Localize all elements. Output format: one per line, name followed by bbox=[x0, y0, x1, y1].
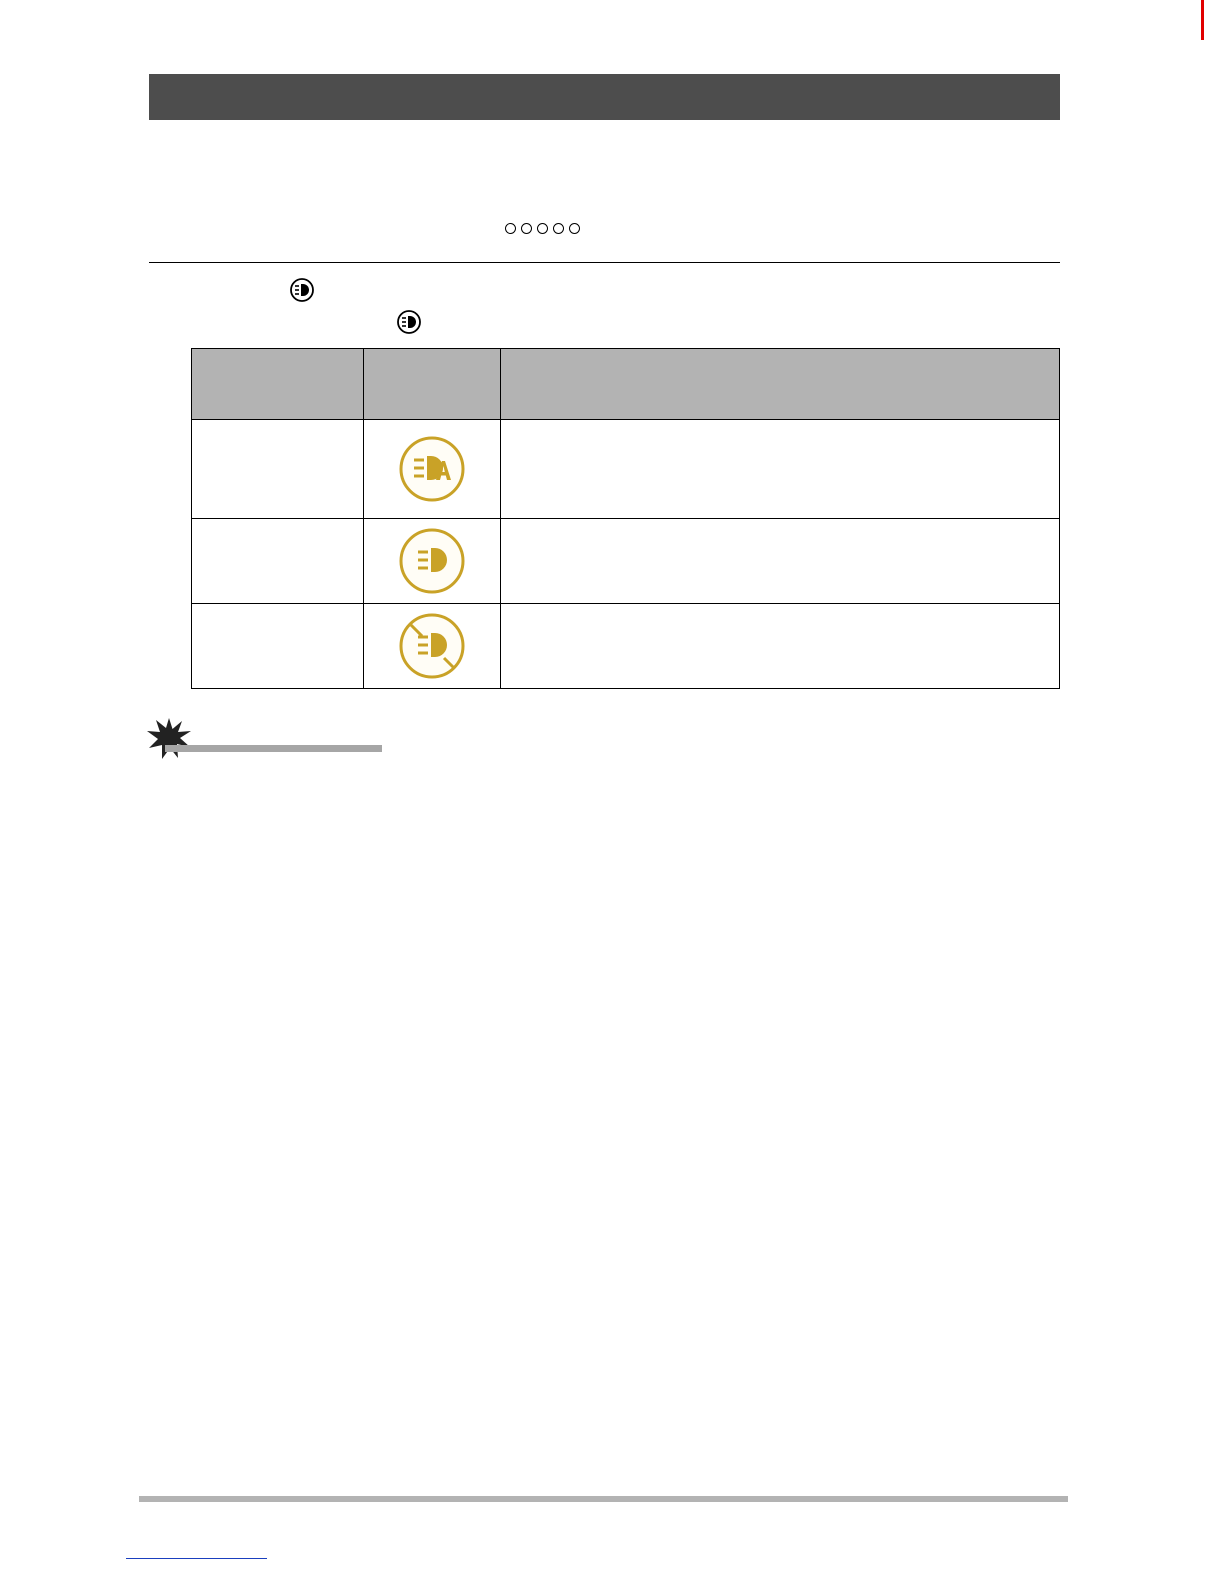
table-header-row bbox=[192, 349, 1060, 420]
icon-cell bbox=[363, 519, 500, 604]
table-row bbox=[192, 604, 1060, 689]
footer-rule bbox=[139, 1496, 1068, 1502]
description-cell bbox=[501, 519, 1060, 604]
important-note-bar bbox=[165, 745, 382, 752]
setting-cell bbox=[192, 604, 364, 689]
flash-button-icon bbox=[396, 309, 422, 335]
step-dot bbox=[521, 223, 532, 234]
setting-cell bbox=[192, 519, 364, 604]
description-cell bbox=[501, 420, 1060, 519]
procedure-dots bbox=[505, 223, 580, 234]
icon-cell bbox=[363, 420, 500, 519]
important-icon bbox=[146, 717, 192, 761]
flash-on-icon bbox=[398, 527, 466, 595]
page-edge-marker bbox=[1201, 0, 1204, 40]
header-cell-description bbox=[501, 349, 1060, 420]
section-divider bbox=[149, 262, 1060, 263]
setting-cell bbox=[192, 420, 364, 519]
table-row bbox=[192, 420, 1060, 519]
flash-settings-table bbox=[191, 348, 1060, 689]
description-cell bbox=[501, 604, 1060, 689]
step-dot bbox=[569, 223, 580, 234]
footer-link-underline[interactable] bbox=[126, 1558, 267, 1559]
step-dot bbox=[553, 223, 564, 234]
step-dot bbox=[505, 223, 516, 234]
section-title-bar bbox=[149, 74, 1060, 120]
flash-auto-icon bbox=[398, 435, 466, 503]
header-cell-icon bbox=[363, 349, 500, 420]
flash-off-icon bbox=[398, 612, 466, 680]
icon-cell bbox=[363, 604, 500, 689]
step-dot bbox=[537, 223, 548, 234]
flash-button-icon bbox=[289, 277, 315, 303]
header-cell-setting bbox=[192, 349, 364, 420]
table-row bbox=[192, 519, 1060, 604]
